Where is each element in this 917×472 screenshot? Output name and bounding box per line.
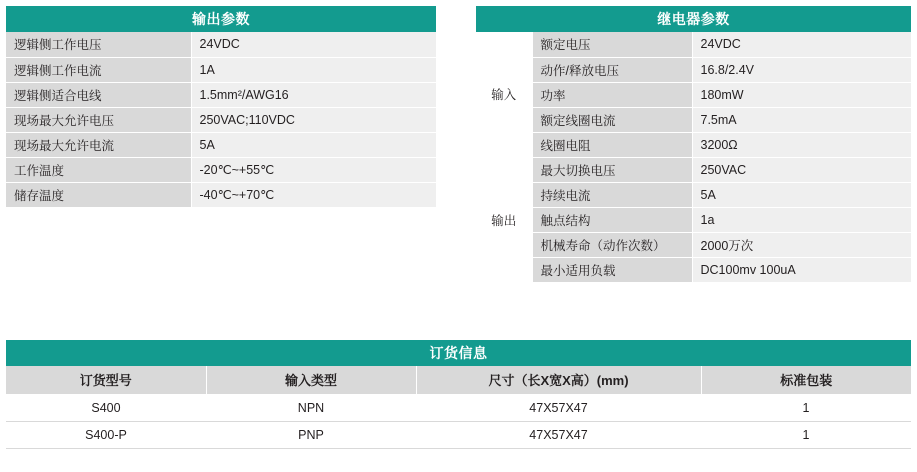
param-value: -20℃~+55℃ xyxy=(191,157,436,182)
table-row xyxy=(6,394,911,421)
table-row xyxy=(6,107,436,132)
relay-parameters-table xyxy=(476,32,911,283)
param-label: 最小适用负载 xyxy=(532,257,692,282)
param-value: 24VDC xyxy=(191,32,436,57)
param-group-label: 输出 xyxy=(476,157,532,282)
table-row xyxy=(476,132,911,157)
table-row xyxy=(476,157,911,182)
param-value: 24VDC xyxy=(692,32,911,57)
param-value: 2000万次 xyxy=(692,232,911,257)
param-label: 机械寿命（动作次数） xyxy=(532,232,692,257)
param-value: 250VAC;110VDC xyxy=(191,107,436,132)
relay-parameters-panel xyxy=(476,6,911,283)
param-value: DC100mv 100uA xyxy=(692,257,911,282)
table-row xyxy=(6,82,436,107)
table-row xyxy=(6,182,436,207)
param-value: 1A xyxy=(191,57,436,82)
order-column-header: 标准包装 xyxy=(701,366,911,394)
order-cell: S400-P xyxy=(6,421,206,448)
param-label: 现场最大允许电流 xyxy=(6,132,191,157)
order-cell: 47X57X47 xyxy=(416,394,701,421)
param-label: 逻辑侧工作电流 xyxy=(6,57,191,82)
param-value: 1.5mm²/AWG16 xyxy=(191,82,436,107)
param-label: 逻辑侧适合电线 xyxy=(6,82,191,107)
param-value: 7.5mA xyxy=(692,107,911,132)
table-row xyxy=(476,182,911,207)
param-value: 5A xyxy=(191,132,436,157)
param-value: 180mW xyxy=(692,82,911,107)
param-label: 额定电压 xyxy=(532,32,692,57)
param-group-label: 输入 xyxy=(476,32,532,157)
param-label: 线圈电阻 xyxy=(532,132,692,157)
table-row xyxy=(6,421,911,448)
order-column-header: 订货型号 xyxy=(6,366,206,394)
order-information-panel xyxy=(6,340,911,449)
param-value: 1a xyxy=(692,207,911,232)
param-value: 16.8/2.4V xyxy=(692,57,911,82)
order-cell: 1 xyxy=(701,421,911,448)
param-value: 5A xyxy=(692,182,911,207)
table-row xyxy=(6,132,436,157)
output-parameters-title: 输出参数 xyxy=(6,6,436,32)
table-row xyxy=(6,157,436,182)
order-table-header-row xyxy=(6,366,911,394)
order-cell: S400 xyxy=(6,394,206,421)
param-value: 3200Ω xyxy=(692,132,911,157)
param-label: 额定线圈电流 xyxy=(532,107,692,132)
param-value: -40℃~+70℃ xyxy=(191,182,436,207)
param-label: 储存温度 xyxy=(6,182,191,207)
table-row xyxy=(476,207,911,232)
param-label: 持续电流 xyxy=(532,182,692,207)
table-row xyxy=(6,32,436,57)
table-row xyxy=(476,232,911,257)
param-label: 触点结构 xyxy=(532,207,692,232)
param-label: 工作温度 xyxy=(6,157,191,182)
param-label: 现场最大允许电压 xyxy=(6,107,191,132)
order-cell: NPN xyxy=(206,394,416,421)
order-information-title: 订货信息 xyxy=(6,340,911,366)
order-cell: PNP xyxy=(206,421,416,448)
param-value: 250VAC xyxy=(692,157,911,182)
table-row xyxy=(476,107,911,132)
order-column-header: 尺寸（长X宽X高）(mm) xyxy=(416,366,701,394)
table-row xyxy=(6,57,436,82)
output-parameters-table xyxy=(6,32,436,208)
table-row xyxy=(476,57,911,82)
relay-parameters-title: 继电器参数 xyxy=(476,6,911,32)
order-information-table xyxy=(6,366,911,449)
param-label: 最大切换电压 xyxy=(532,157,692,182)
table-row xyxy=(476,32,911,57)
param-label: 动作/释放电压 xyxy=(532,57,692,82)
table-row xyxy=(476,257,911,282)
table-row xyxy=(476,82,911,107)
order-cell: 47X57X47 xyxy=(416,421,701,448)
param-label: 功率 xyxy=(532,82,692,107)
param-label: 逻辑侧工作电压 xyxy=(6,32,191,57)
output-parameters-panel xyxy=(6,6,436,208)
order-cell: 1 xyxy=(701,394,911,421)
order-column-header: 输入类型 xyxy=(206,366,416,394)
